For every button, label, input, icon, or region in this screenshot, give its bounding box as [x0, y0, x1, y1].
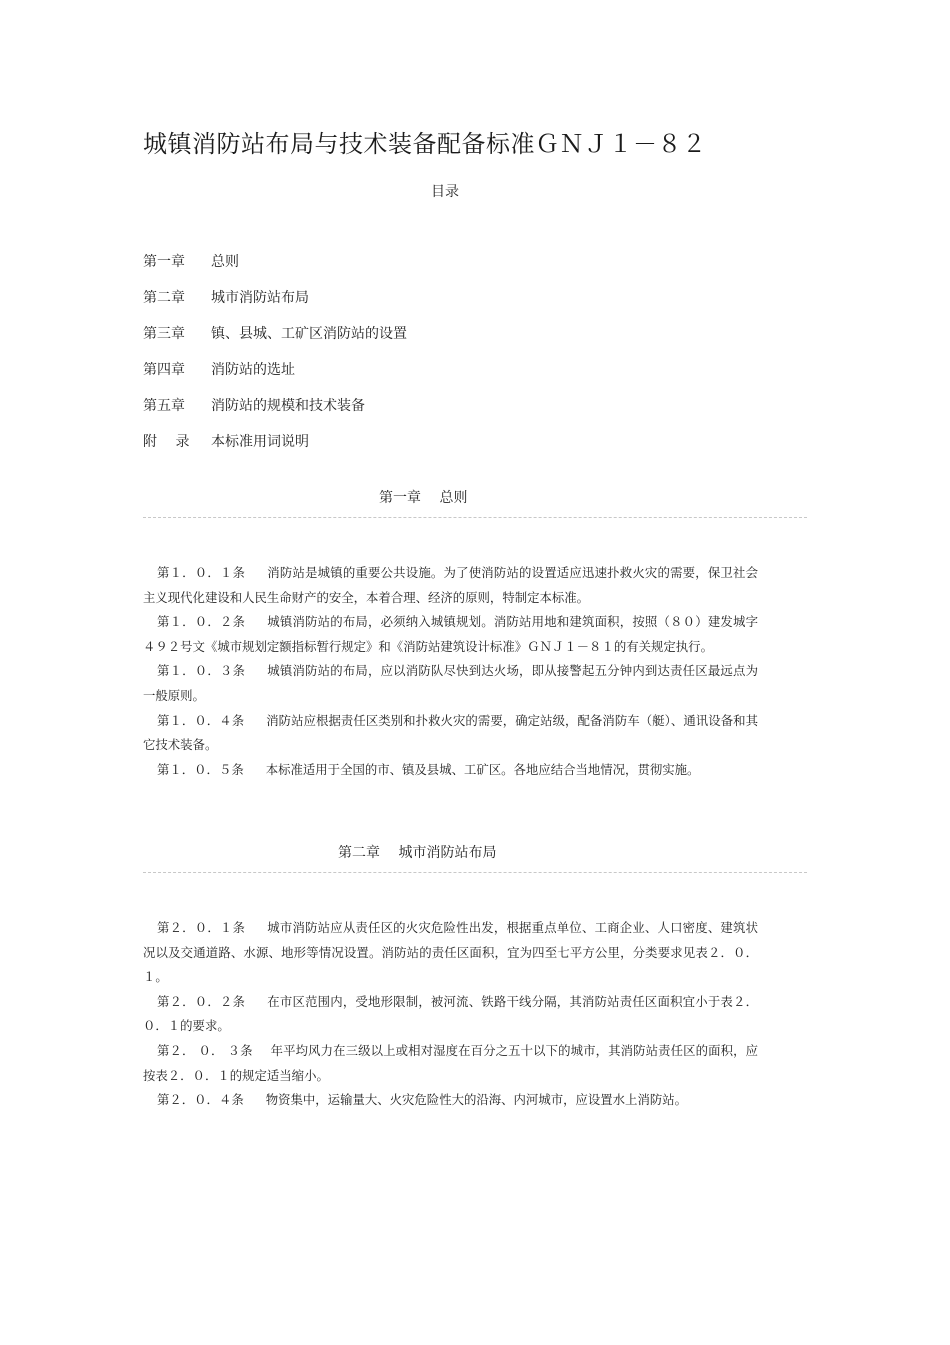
- toc-chapter-title: 消防站的选址: [211, 362, 295, 378]
- clause-text: 消防站是城镇的重要公共设施。为了使消防站的设置适应迅速扑救火灾的需要，保卫社会主义现代化建设和人民生命财产的安全，本着合理、经济的原则，特制定本标准。: [143, 565, 759, 605]
- clause-text: 城镇消防站的布局，必须纳入城镇规划。消防站用地和建筑面积，按照（８０）建发城字４９２号文《城市规划定额指标暂行规定》和《消防站建筑设计标准》ＧＮＪ１－８１的有关规定执行。: [143, 614, 759, 654]
- chapter-2-clauses: [143, 916, 758, 1113]
- clause: [143, 659, 758, 708]
- clause-text: 消防站应根据责任区类别和扑救火灾的需要，确定站级，配备消防车（艇）、通讯设备和其它技术装备。: [143, 712, 758, 753]
- chapter-2-heading: 第二章 城市消防站布局: [338, 845, 497, 861]
- clause: [143, 610, 758, 659]
- clause-text: 物资集中，运输量大、火灾危险性大的沿海、内河城市，应设置水上消防站。: [265, 1092, 688, 1108]
- toc-item: [143, 396, 407, 432]
- clause: [143, 1039, 758, 1088]
- toc-chapter-number: 附 录: [143, 434, 190, 450]
- toc-chapter-number: 第二章: [143, 290, 185, 306]
- toc-item: [143, 324, 407, 360]
- clause: [143, 561, 758, 610]
- toc-chapter-title: 城市消防站布局: [211, 290, 309, 306]
- clause: [143, 709, 758, 758]
- clause-number: 第２．０．１条: [157, 920, 246, 935]
- table-of-contents: [143, 252, 407, 468]
- toc-chapter-number: 第三章: [143, 326, 185, 342]
- toc-item: [143, 432, 407, 468]
- clause-number: 第１．０．４条: [157, 712, 245, 728]
- clause-text: 年平均风力在三级以上或相对湿度在百分之五十以下的城市，其消防站责任区的面积，应按表２．０．１的规定适当缩小。: [143, 1042, 758, 1083]
- clause-number: 第２．０．４条: [157, 1092, 244, 1108]
- clause-number: 第２． ０． ３条: [157, 1042, 253, 1058]
- chapter-1-clauses: [143, 561, 758, 782]
- toc-item: [143, 288, 407, 324]
- toc-chapter-number: 第一章: [143, 254, 185, 270]
- chapter-1-heading: 第一章 总则: [379, 490, 468, 506]
- clause: [143, 758, 758, 783]
- toc-chapter-number: 第四章: [143, 362, 185, 378]
- toc-heading: 目录: [431, 184, 459, 200]
- toc-item: [143, 252, 407, 288]
- toc-chapter-title: 镇、县城、工矿区消防站的设置: [211, 326, 407, 342]
- clause: [143, 916, 758, 990]
- toc-chapter-title: 消防站的规模和技术装备: [211, 398, 365, 414]
- clause-number: 第１．０．２条: [157, 614, 246, 630]
- clause-number: 第１．０．３条: [157, 663, 246, 679]
- clause-number: 第１．０．１条: [157, 565, 246, 580]
- clause-number: 第１．０．５条: [157, 761, 244, 777]
- toc-item: [143, 360, 407, 396]
- document-title: 城镇消防站布局与技术装备配备标准ＧＮＪ１－８２: [143, 130, 707, 158]
- toc-chapter-number: 第五章: [143, 398, 185, 414]
- toc-chapter-title: 总则: [211, 254, 239, 270]
- clause-text: 在市区范围内，受地形限制，被河流、铁路干线分隔，其消防站责任区面积宜小于表２．０．１的要求。: [143, 993, 759, 1034]
- clause-number: 第２．０．２条: [157, 993, 246, 1009]
- clause-text: 本标准适用于全国的市、镇及县城、工矿区。各地应结合当地情况，贯彻实施。: [265, 761, 700, 777]
- clause: [143, 990, 758, 1039]
- clause-text: 城市消防站应从责任区的火灾危险性出发，根据重点单位、工商企业、人口密度、建筑状况以及交通道路、水源、地形等情况设置。消防站的责任区面积，宜为四至七平方公里，分类要求见表２．０．１。: [143, 920, 759, 985]
- toc-chapter-title: 本标准用词说明: [211, 434, 309, 450]
- section-divider: [143, 517, 807, 518]
- section-divider: [143, 872, 807, 873]
- clause-text: 城镇消防站的布局，应以消防队尽快到达火场，即从接警起五分钟内到达责任区最远点为一般原则。: [143, 663, 759, 703]
- clause: [143, 1088, 758, 1113]
